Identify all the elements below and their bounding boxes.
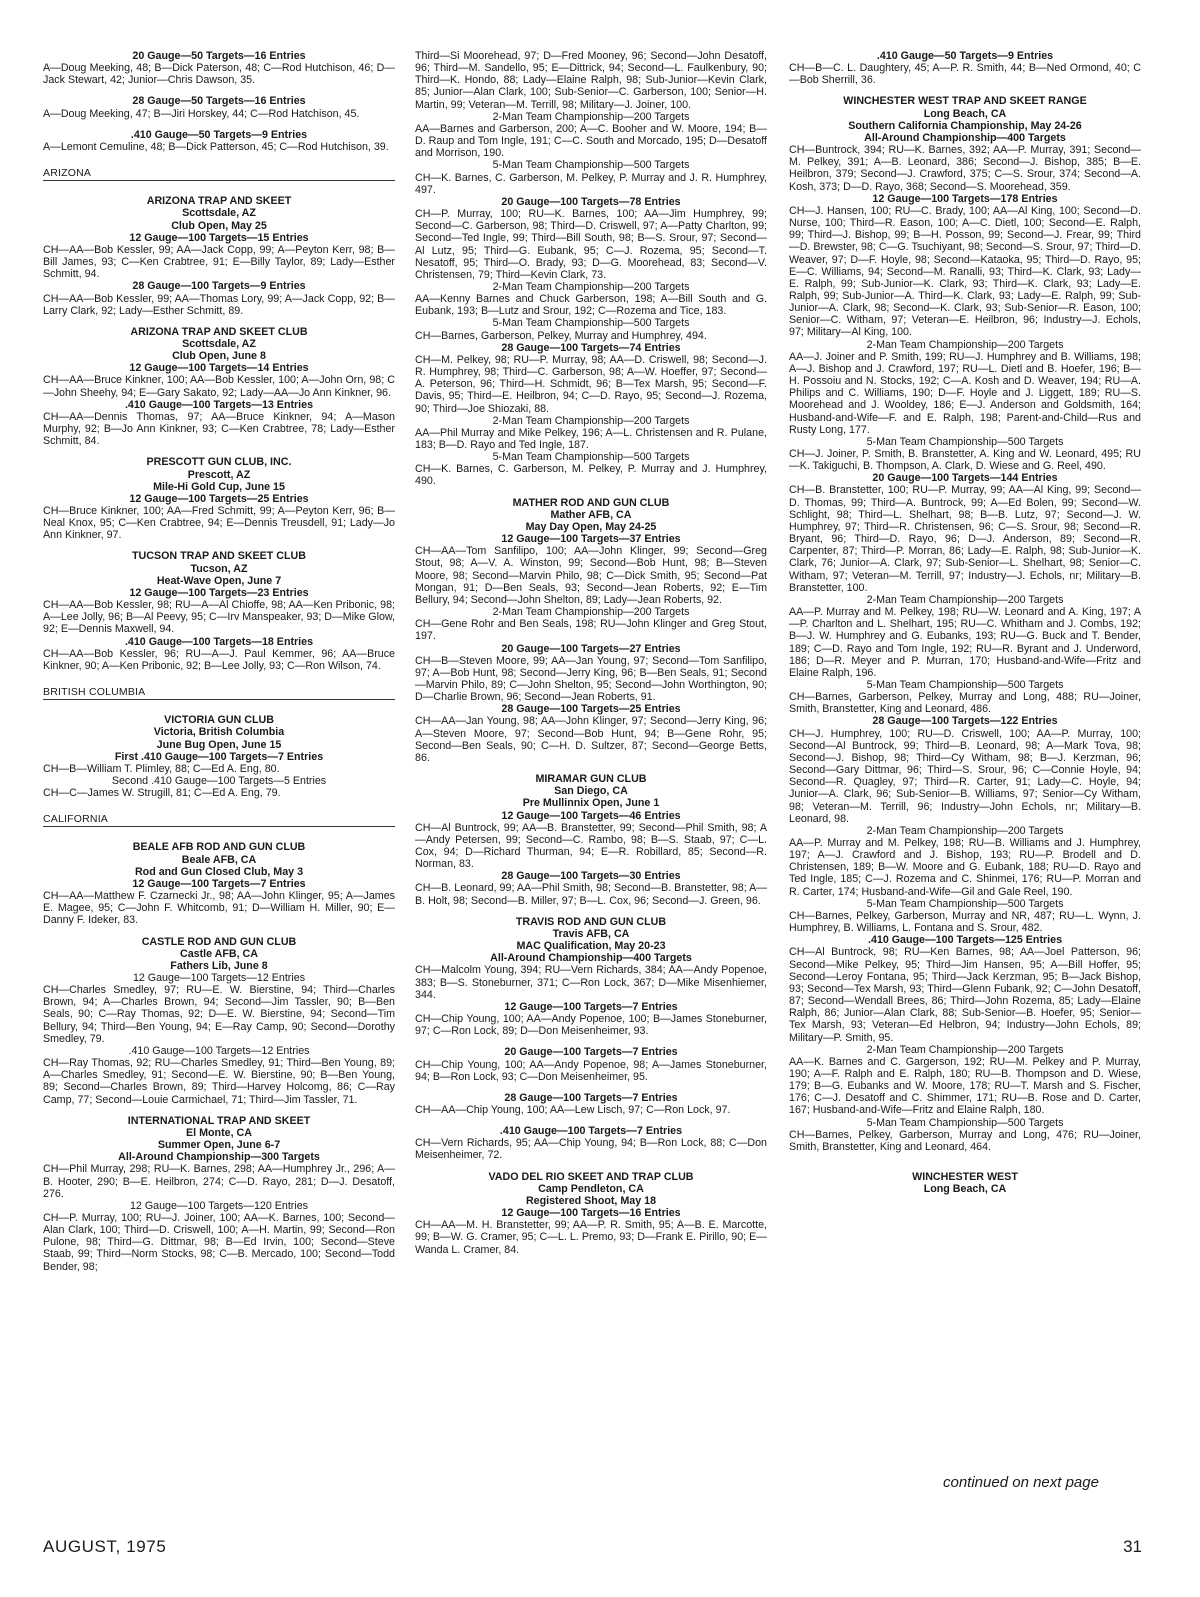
heading: PRESCOTT GUN CLUB, INC. <box>146 456 292 469</box>
subheading: 2-Man Team Championship—200 Targets <box>866 593 1064 606</box>
spacer <box>415 1083 767 1092</box>
results-paragraph: CH—J. Humphrey, 100; RU—D. Criswell, 100; AA—P. Murray, 100; Second—Al Buntrock, 99; Third—B. Leonard, 98; A—Mark Tova, 98; Second—J. Bishop, 98; Third—Cy Witham, 98; B—J. Kerzman, 96; Second—Gary Dittmar, 96; Third—S. Srour, 96; C—Connie Hoyle, 94; Second—R. Quagley, 97; Third—R. Carter, 91; Lady—C. Hoyle, 94; Junior—A. Clark, 96; Sub-Senior—B. Williams, 97; Senior—Cy Witham, 98; Veteran—M. Terrill, 96; Industry—John Echols, nr; Military—B. Leonard, 98. <box>789 727 1141 825</box>
subheading: 2-Man Team Championship—200 Targets <box>492 280 690 293</box>
spacer <box>43 447 395 456</box>
results-paragraph: CH—Gene Rohr and Ben Seals, 198; RU—John Klinger and Greg Stout, 197. <box>415 618 767 643</box>
heading: WINCHESTER WEST <box>912 1171 1018 1184</box>
heading: 28 Gauge—100 Targets—30 Entries <box>501 870 681 883</box>
heading: Long Beach, CA <box>923 1183 1007 1196</box>
heading: Prescott, AZ <box>187 468 251 481</box>
heading: ARIZONA TRAP AND SKEET CLUB <box>130 325 308 338</box>
continued-note: continued on next page <box>943 1474 1099 1491</box>
heading: All-Around Championship—400 Targets <box>864 131 1066 144</box>
subheading: 2-Man Team Championship—200 Targets <box>492 606 690 619</box>
issue-date: AUGUST, 1975 <box>43 1537 167 1556</box>
heading: .410 Gauge—100 Targets—125 Entries <box>867 934 1063 947</box>
heading: Tucson, AZ <box>190 562 248 575</box>
results-paragraph: CH—B. Leonard, 99; AA—Phil Smith, 98; Second—B. Branstetter, 98; A—B. Holt, 98; Second—B. Miller, 97; B—L. Cox, 96; Second—J. Green, 96. <box>415 882 767 907</box>
heading: INTERNATIONAL TRAP AND SKEET <box>127 1114 311 1127</box>
column-2 <box>415 50 767 1256</box>
heading: 20 Gauge—100 Targets—144 Entries <box>872 472 1058 485</box>
heading: Summer Open, June 6-7 <box>157 1139 281 1152</box>
heading: 20 Gauge—100 Targets—7 Entries <box>504 1046 678 1059</box>
heading: All-Around Championship—300 Targets <box>118 1151 320 1164</box>
subheading: Second .410 Gauge—100 Targets—5 Entries <box>111 774 327 787</box>
results-paragraph: CH—Vern Richards, 95; AA—Chip Young, 94; B—Ron Lock, 88; C—Don Meisenheimer, 72. <box>415 1137 767 1162</box>
results-paragraph: CH—Buntrock, 394; RU—K. Barnes, 392; AA—P. Murray, 391; Second—M. Pelkey, 391; A—B. Leonard, 386; Second—J. Bishop, 385; B—E. Heilbron, 379; Second—J. Crawford, 375; C—S. Srour, 374; Second—A. Kosh, 373; D—D. Rayo, 368; Second—S. Moorehead, 359. <box>789 144 1141 193</box>
heading: San Diego, CA <box>554 785 628 798</box>
heading: 12 Gauge—100 Targets—7 Entries <box>504 1000 678 1013</box>
results-paragraph: CH—B—C. L. Daughtery, 45; A—P. R. Smith, 44; B—Ned Ormond, 40; C—Bob Sherrill, 36. <box>789 62 1141 87</box>
section-header: ARIZONA <box>43 167 395 181</box>
spacer <box>415 907 767 916</box>
spacer <box>43 120 395 129</box>
results-paragraph: A—Doug Meeking, 48; B—Dick Paterson, 48; C—Rod Hutchison, 46; D—Jack Stewart, 42; Junior—Chris Dawson, 35. <box>43 62 395 87</box>
results-paragraph: CH—Bruce Kinkner, 100; AA—Fred Schmitt, 99; A—Peyton Kerr, 96; B—Neal Knox, 95; C—Ken Crabtree, 94; E—Dennis Treusdell, 91; Lady—Jo Ann Kinkner, 97. <box>43 505 395 542</box>
heading: 12 Gauge—100 Targets—37 Entries <box>501 533 681 546</box>
results-paragraph: Third—Si Moorehead, 97; D—Fred Mooney, 96; Second—John Desatoff, 96; Third—M. Sandello, 95; E—Dittrick, 94; Second—L. Faulkenbury, 90; Third—K. Hondo, 88; Lady—Elaine Ralph, 98; Sub-Junior—Kevin Clark, 85; Junior—Alan Clark, 100; Sub-Senior—C. Garberson, 100; Senior—H. Martin, 99; Veteran—M. Terrill, 98; Military—J. Joiner, 100. <box>415 50 767 111</box>
results-paragraph: AA—P. Murray and M. Pelkey, 198; RU—W. Leonard and A. King, 197; A—P. Charlton and L. Shelhart, 195; RU—C. Whitham and J. Combs, 192; B—J. W. Humphrey and G. Eubanks, 193; RU—G. Buck and T. Bender, 189; C—D. Rayo and Tom Ingle, 192; RU—R. Byrant and J. Underword, 186; D—R. Meyer and P. Murran, 170; Husband-and-Wife—Fritz and Elaine Ralph, 196. <box>789 606 1141 679</box>
spacer <box>789 86 1141 95</box>
heading: BEALE AFB ROD AND GUN CLUB <box>132 841 306 854</box>
heading: 20 Gauge—100 Targets—27 Entries <box>501 642 681 655</box>
results-paragraph: CH—Al Buntrock, 98; RU—Ken Barnes, 98; AA—Joel Patterson, 96; Second—Mike Pelkey, 95; Third—Jim Hansen, 95; A—Bill Hoffer, 95; Second—Leroy Fontana, 95; Third—Jack Kerzman, 95; B—Jack Bishop, 93; Second—Tex Marsh, 93; Third—Glenn Fubank, 92; C—John Desatoff, 87; Second—Wendall Brees, 86; Third—John Rozema, 85; Lady—Elaine Ralph, 86; Junior—Alan Clark, 88; Sub-Senior—B. Hoefer, 95; Senior—Tex Marsh, 93; Veteran—Ed Helbron, 94; Industry—John Echols, 89; Military—P. Smith, 95. <box>789 946 1141 1044</box>
subheading: 5-Man Team Championship—500 Targets <box>866 678 1064 691</box>
heading: 20 Gauge—100 Targets—78 Entries <box>501 195 681 208</box>
heading: MATHER ROD AND GUN CLUB <box>512 496 670 509</box>
spacer <box>415 1037 767 1046</box>
subheading: 5-Man Team Championship—500 Targets <box>492 317 690 330</box>
heading: CASTLE ROD AND GUN CLUB <box>141 935 297 948</box>
results-paragraph: CH—AA—Dennis Thomas, 97; AA—Bruce Kinkner, 94; A—Mason Murphy, 92; B—Jo Ann Kinkner, 93; C—Ken Crabtree, 78; Lady—Esther Schmitt, 84. <box>43 410 395 448</box>
heading: .410 Gauge—100 Targets—7 Entries <box>499 1125 683 1138</box>
results-paragraph: AA—P. Murray and M. Pelkey, 198; RU—B. Williams and J. Humphrey, 197; A—J. Crawford and J. Bishop, 193; RU—P. Brodell and D. Christensen, 189; B—W. Moore and G. Eubank, 188; RU—D. Rayo and Ted Ingle, 185; C—J. Rozema and C. Shinmei, 176; RU—P. Morran and R. Carter, 174; Husband-and-Wife—Gil and Gale Reel, 190. <box>789 837 1141 898</box>
results-paragraph: CH—Barnes, Pelkey, Garberson, Murray and Long, 476; RU—Joiner, Smith, Branstetter, King and Leonard, 464. <box>789 1128 1141 1153</box>
heading: First .410 Gauge—100 Targets—7 Entries <box>114 750 324 763</box>
heading: Victoria, British Columbia <box>153 726 285 739</box>
heading: May Day Open, May 24-25 <box>525 520 657 533</box>
results-paragraph: CH—Phil Murray, 298; RU—K. Barnes, 298; AA—Humphrey Jr., 296; A—B. Hooter, 290; B—E. Heilbron, 274; C—D. Rayo, 281; D—J. Desatoff, 276. <box>43 1163 395 1200</box>
results-paragraph: CH—Malcolm Young, 394; RU—Vern Richards, 384; AA—Andy Popenoe, 383; B—S. Stoneburner, 371; C—Ron Lock, 367; D—Mike Misenhiemer, 344. <box>415 964 767 1001</box>
results-paragraph: AA—Barnes and Garberson, 200; A—C. Booher and W. Moore, 194; B—D. Raup and Tom Ingle, 191; C—C. South and Morcado, 195; D—Desatoff and Morrison, 190. <box>415 122 767 160</box>
spacer <box>415 1162 767 1171</box>
heading: 28 Gauge—100 Targets—7 Entries <box>504 1091 678 1104</box>
heading: .410 Gauge—100 Targets—13 Entries <box>124 398 314 411</box>
heading: Travis AFB, CA <box>552 927 630 940</box>
spacer <box>789 1153 1141 1162</box>
results-paragraph: CH—Barnes, Garberson, Pelkey, Murray and Humphrey, 494. <box>415 329 707 342</box>
subheading: 12 Gauge—100 Targets—120 Entries <box>129 1199 309 1212</box>
results-paragraph: A—Doug Meeking, 47; B—Jiri Horskey, 44; C—Rod Hatchison, 45. <box>43 107 360 120</box>
heading: Rod and Gun Closed Club, May 3 <box>134 865 304 878</box>
results-paragraph: AA—Phil Murray and Mike Pelkey, 196; A—L. Christensen and R. Pulane, 183; B—D. Rayo and Ted Ingle, 187. <box>415 426 767 451</box>
results-paragraph: CH—Al Buntrock, 99; AA—B. Branstetter, 99; Second—Phil Smith, 98; A—Andy Petersen, 99; Second—C. Rambo, 98; B—S. Staab, 97; C—L. Cox, 94; D—Richard Thurman, 94; E—R. Robillard, 85; Second—R. Norman, 83. <box>415 821 767 871</box>
results-paragraph: CH—B—Steven Moore, 99; AA—Jan Young, 97; Second—Tom Sanfilipo, 97; A—Bob Hunt, 98; Second—Jerry King, 96; B—Ben Seals, 91; Second—Marvin Philo, 89; C—John Shelton, 95; Second—John Worthington, 90; D—Charlie Brown, 96; Second—Jean Roberts, 91. <box>415 654 767 704</box>
results-paragraph: CH—Chip Young, 100; AA—Andy Popenoe, 98; A—James Stoneburner, 94; B—Ron Lock, 93; C—Don Meisenheimer, 95. <box>415 1058 767 1083</box>
heading: 28 Gauge—100 Targets—74 Entries <box>501 341 681 354</box>
heading: Southern California Championship, May 24-26 <box>848 119 1082 132</box>
results-paragraph: CH—M. Pelkey, 98; RU—P. Murray, 98; AA—D. Criswell, 98; Second—J. R. Humphrey, 98; Third—C. Garberson, 98; A—W. Hoeffer, 97; Second—A. Peterson, 96; Third—H. Schmidt, 96; B—Tex Marsh, 95; Second—F. Davis, 95; Third—E. Heilbron, 94; C—D. Rayo, 95; Second—J. Rozema, 90; Third—Joe Shiozaki, 88. <box>415 353 767 415</box>
results-paragraph: CH—AA—M. H. Branstetter, 99; AA—P. R. Smith, 95; A—B. E. Marcotte, 99; B—W. G. Cramer, 95; C—L. L. Premo, 93; D—Frank E. Pirillo, 90; E—Wanda L. Cramer, 84. <box>415 1219 767 1256</box>
spacer <box>43 541 395 550</box>
results-paragraph: AA—Kenny Barnes and Chuck Garberson, 198; A—Bill South and G. Eubank, 193; B—Lutz and Srour, 192; C—Rozema and Tice, 183. <box>415 293 767 318</box>
spacer <box>415 764 767 773</box>
spacer <box>43 86 395 95</box>
results-paragraph: CH—Charles Smedley, 97; RU—E. W. Bierstine, 94; Third—Charles Brown, 94; A—Charles Brown, 94; Second—Jim Tassler, 90; B—Ben Seals, 90; C—Ray Thomas, 92; D—E. W. Bierstine, 94; Second—Tim Bellury, 94; Third—Ben Young, 94; E—Ray Camp, 90; Second—Dorothy Smedley, 79. <box>43 984 395 1045</box>
results-paragraph: CH—AA—Bruce Kinkner, 100; AA—Bob Kessler, 100; A—John Orn, 98; C—John Sheehy, 94; E—Gary Sakato, 92; Lady—AA—Jo Ann Kinkner, 96. <box>43 374 395 399</box>
results-paragraph: CH—Barnes, Pelkey, Garberson, Murray and NR, 487; RU—L. Wynn, J. Humphrey, B. Williams, L. Fontana and S. Srour, 482. <box>789 909 1141 935</box>
subheading: 2-Man Team Championship—200 Targets <box>492 110 690 123</box>
spacer <box>415 1116 767 1125</box>
results-paragraph: CH—Ray Thomas, 92; RU—Charles Smedley, 91; Third—Ben Young, 89; A—Charles Smedley, 91; Second—E. W. Bierstine, 90; B—Ben Young, 89; Second—Charles Brown, 89; Third—Harvey Holcomg, 86; C—Ray Camp, 77; Second—Louie Carmichael, 71; Third—Jim Tassler, 71. <box>43 1057 395 1106</box>
heading: MIRAMAR GUN CLUB <box>535 773 647 786</box>
heading: .410 Gauge—100 Targets—18 Entries <box>124 635 314 648</box>
subheading: 12 Gauge—100 Targets—12 Entries <box>132 972 306 984</box>
subheading: 5-Man Team Championship—500 Targets <box>866 435 1064 448</box>
heading: Long Beach, CA <box>923 107 1007 120</box>
heading: VICTORIA GUN CLUB <box>164 714 274 727</box>
heading: All-Around Championship—400 Targets <box>490 952 692 965</box>
page-number: 31 <box>1123 1537 1142 1556</box>
heading: 12 Gauge—100 Targets—15 Entries <box>129 231 309 244</box>
column-1 <box>43 50 395 1273</box>
heading: 28 Gauge—100 Targets—9 Entries <box>132 280 306 293</box>
results-paragraph: CH—P. Murray, 100; RU—K. Barnes, 100; AA—Jim Humphrey, 99; Second—C. Garberson, 98; Third—D. Criswell, 97; A—Patty Charlton, 99; Second—Ted Ingle, 99; Third—Bill South, 98; B—S. Srour, 97; Second—Al Lutz, 95; Third—G. Eubank, 95; C—J. Rozema, 95; Second—T. Nesatoff, 95; Third—O. Brady, 93; D—G. Moorehead, 83; Second—V. Christensen, 79; Third—Kevin Clark, 73. <box>415 208 767 281</box>
results-paragraph: CH—K. Barnes, C. Garberson, M. Pelkey, P. Murray and J. R. Humphrey, 497. <box>415 171 767 196</box>
heading: Registered Shoot, May 18 <box>525 1194 657 1207</box>
results-paragraph: CH—K. Barnes, C. Garberson, M. Pelkey, P. Murray and J. Humphrey, 490. <box>415 463 767 488</box>
results-paragraph: CH—C—James W. Strugill, 81; C—Ed A. Eng, 79. <box>43 787 281 800</box>
heading: .410 Gauge—50 Targets—9 Entries <box>130 128 308 141</box>
heading: Castle AFB, CA <box>180 947 258 960</box>
heading: Pre Mullinnix Open, June 1 <box>522 797 660 810</box>
heading: Scottsdale, AZ <box>182 207 256 220</box>
results-paragraph: CH—AA—Bob Kessler, 98; RU—A—Al Chioffe, 98; AA—Ken Pribonic, 98; A—Lee Jolly, 96; B—Al Peevy, 95; C—Irv Manspeaker, 93; D—Mike Glow, 92; E—Dennis Maxwell, 94. <box>43 599 395 636</box>
heading: VADO DEL RIO SKEET AND TRAP CLUB <box>488 1170 694 1183</box>
heading: 12 Gauge—100 Targets—14 Entries <box>129 362 309 375</box>
heading: Heat-Wave Open, June 7 <box>156 574 282 587</box>
heading: Club Open, May 25 <box>171 219 267 232</box>
heading: TUCSON TRAP AND SKEET CLUB <box>132 550 306 563</box>
heading: Scottsdale, AZ <box>182 337 256 350</box>
results-paragraph: A—Lemont Cemuline, 48; B—Dick Patterson, 45; C—Rod Hutchison, 39. <box>43 140 389 153</box>
heading: Fathers Lib, June 8 <box>170 959 268 972</box>
subheading: 5-Man Team Championship—500 Targets <box>492 451 690 464</box>
heading: Beale AFB, CA <box>181 853 257 866</box>
results-paragraph: CH—AA—Bob Kessler, 99; AA—Thomas Lory, 99; A—Jack Copp, 92; B—Larry Clark, 92; Lady—Esther Schmitt, 89. <box>43 292 395 317</box>
heading: 28 Gauge—50 Targets—16 Entries <box>132 95 306 108</box>
spacer <box>43 927 395 936</box>
heading: .410 Gauge—50 Targets—9 Entries <box>876 50 1054 62</box>
subheading: 5-Man Team Championship—500 Targets <box>866 897 1064 910</box>
subheading: 2-Man Team Championship—200 Targets <box>866 1043 1064 1056</box>
heading: 12 Gauge—100 Targets—16 Entries <box>501 1207 681 1220</box>
heading: 12 Gauge—100 Targets—25 Entries <box>129 492 309 505</box>
results-paragraph: CH—B. Branstetter, 100; RU—P. Murray, 99; AA—Al King, 99; Second—D. Thomas, 99; Third—A. Buntrock, 99; A—Ed Bolen, 99; Second—W. Schlight, 98; Third—L. Shelhart, 98; B—B. Lutz, 97; Second—J. W. Humphrey, 97; Third—R. Christensen, 96; C—S. Srour, 98; Second—R. Bryant, 96; Third—D. Rayo, 96; D—J. Anderson, 89; Second—R. Carpenter, 87; Third—P. Morran, 86; Lady—E. Ralph, 98; Sub-Junior—K. Clark, 76; Junior—A. Clark, 97; Sub-Senior—L. Shelhart, 98; Senior—C. Witham, 97; Veteran—M. Terrill, 97; Industry—J. Echols, nr; Military—B. Branstetter, 100. <box>789 484 1141 594</box>
subheading: 2-Man Team Championship—200 Targets <box>492 414 690 427</box>
heading: June Bug Open, June 15 <box>156 738 282 751</box>
results-paragraph: AA—J. Joiner and P. Smith, 199; RU—J. Humphrey and B. Williams, 198; A—J. Bishop and J. Crawford, 197; RU—L. Dietl and B. Hoefer, 196; B—H. Possoiu and N. Stocks, 192; C—A. Kosh and D. Weaver, 194; RU—A. Philips and C. Williams, 190; D—F. Hoyle and J. Liggett, 189; RU—S. Moorehead and J. Wooldey, 186; E—J. Anderson and Goldsmith, 164; Husband-and-Wife—F. and E. Ralph, 198; Parent-and-Child—Rus and Rusty Long, 177. <box>789 350 1141 436</box>
heading: WINCHESTER WEST TRAP AND SKEET RANGE <box>843 95 1087 108</box>
subheading: 2-Man Team Championship—200 Targets <box>866 824 1064 837</box>
spacer <box>415 488 767 497</box>
heading: Club Open, June 8 <box>172 350 266 363</box>
spacer <box>789 1162 1141 1171</box>
spacer <box>43 1106 395 1115</box>
heading: 20 Gauge—50 Targets—16 Entries <box>132 50 306 62</box>
heading: 12 Gauge—100 Targets—7 Entries <box>132 877 306 890</box>
heading: Camp Pendleton, CA <box>538 1182 644 1195</box>
heading: Mile-Hi Gold Cup, June 15 <box>153 480 285 493</box>
results-paragraph: CH—B—William T. Plimley, 88; C—Ed A. Eng, 80. <box>43 762 280 775</box>
subheading: 5-Man Team Championship—500 Targets <box>866 1116 1064 1129</box>
spacer <box>43 317 395 326</box>
results-paragraph: AA—K. Barnes and C. Gargerson, 192; RU—M. Pelkey and P. Murray, 190; A—F. Ralph and E. Ralph, 180; RU—B. Thompson and D. Wiese, 179; B—G. Eubanks and W. Moore, 178; RU—T. Marsh and S. Fischer, 176; C—J. Desatoff and C. Shimmer, 171; RU—B. Rose and D. Carter, 167; Husband-and-Wife—Fritz and Elaine Ralph, 180. <box>789 1055 1141 1117</box>
results-paragraph: CH—J. Joiner, P. Smith, B. Branstetter, A. King and W. Leonard, 495; RU—K. Takiguchi, B. Thompson, A. Clark, D. Wiese and G. Reel, 490. <box>789 448 1141 473</box>
section-header: BRITISH COLUMBIA <box>43 686 395 700</box>
heading: 12 Gauge—100 Targets—178 Entries <box>872 192 1058 205</box>
heading: ARIZONA TRAP AND SKEET <box>146 195 292 208</box>
results-paragraph: CH—Barnes, Garberson, Pelkey, Murray and Long, 488; RU—Joiner, Smith, Branstetter, King and Leonard, 486. <box>789 691 1141 716</box>
heading: El Monte, CA <box>186 1126 252 1139</box>
results-paragraph: CH—P. Murray, 100; RU—J. Joiner, 100; AA—K. Barnes, 100; Second—Alan Clark, 100; Third—D. Criswell, 100; A—H. Martin, 99; Second—Ron Pulone, 98; Third—G. Dittmar, 98; B—Ed Irvin, 100; Second—Steve Staab, 99; Third—Norm Stocks, 98; C—B. Mercado, 100; Second—Todd Bender, 98; <box>43 1211 395 1273</box>
results-paragraph: CH—AA—Bob Kessler, 96; RU—A—J. Paul Kemmer, 96; AA—Bruce Kinkner, 90; A—Ken Pribonic, 92; B—Lee Jolly, 93; C—Ron Wilson, 74. <box>43 647 395 672</box>
subheading: .410 Gauge—100 Targets—12 Entries <box>128 1044 310 1057</box>
heading: Mather AFB, CA <box>550 508 632 521</box>
results-paragraph: CH—AA—Jan Young, 98; AA—John Klinger, 97; Second—Jerry King, 96; A—Steven Moore, 97; Second—Bob Hunt, 94; B—Gene Rohr, 95; Second—Ben Seals, 90; C—H. D. Sultzer, 87; Second—George Betts, 86. <box>415 715 767 764</box>
subheading: 5-Man Team Championship—500 Targets <box>492 159 690 172</box>
heading: 28 Gauge—100 Targets—25 Entries <box>501 703 681 716</box>
results-paragraph: CH—J. Hansen, 100; RU—C. Brady, 100; AA—Al King, 100; Second—D. Nurse, 100; Third—R. Eason, 100; A—C. Dietl, 100; Second—E. Ralph, 99; Third—J. Bishop, 99; B—H. Posson, 99; Second—J. Frear, 99; Third—D. Brewster, 98; C—G. Tsuchiyant, 98; Second—S. Srour, 97; Third—D. Weaver, 97; D—F. Hoyle, 98; Second—Kataoka, 95; Third—D. Rayo, 95; E—C. Williams, 94; Second—M. Ranalli, 93; Third—K. Clark, 93; Lady—E. Ralph, 99; Sub-Junior—K. Clark, 93; Third—K. Clark, 93; Lady—E. Ralph, 99; Sub-Junior—A. Third—K. Clark, 93; Lady—E. Ralph, 99; Sub-Junior—A. Clark, 98; Second—K. Clark, 93; Sub-Senior—R. Eason, 100; Senior—C. Witham, 97; Veteran—E. Heilbron, 96; Industry—J. Echols, 97; Military—Al King, 100. <box>789 204 1141 339</box>
heading: TRAVIS ROD AND GUN CLUB <box>515 915 667 928</box>
heading: 12 Gauge—100 Targets—23 Entries <box>129 586 309 599</box>
subheading: 2-Man Team Championship—200 Targets <box>866 338 1064 351</box>
heading: 12 Gauge—100 Targets—46 Entries <box>501 809 681 822</box>
section-header: CALIFORNIA <box>43 813 395 827</box>
column-3 <box>789 50 1141 1195</box>
heading: 28 Gauge—100 Targets—122 Entries <box>872 715 1058 728</box>
heading: MAC Qualification, May 20-23 <box>516 940 666 953</box>
results-paragraph: CH—AA—Bob Kessler, 99; AA—Jack Copp, 99; A—Peyton Kerr, 98; B—Bill James, 93; C—Ken Crabtree, 91; E—Billy Taylor, 89; Lady—Esther Schmitt, 94. <box>43 243 395 281</box>
results-paragraph: CH—Chip Young, 100; AA—Andy Popenoe, 100; B—James Stoneburner, 97; C—Ron Lock, 89; D—Don Meisenheimer, 93. <box>415 1013 767 1038</box>
results-paragraph: CH—AA—Tom Sanfilipo, 100; AA—John Klinger, 99; Second—Greg Stout, 98; A—V. A. Winston, 99; Second—Bob Hunt, 98; B—Steven Moore, 98; Second—Marvin Philo, 98; C—Dick Smith, 95; Second—Pat Mongan, 91; D—Ben Seals, 93; Second—Jean Roberts, 92; E—Tim Bellury, 94; Second—John Shelton, 89; Lady—Jean Roberts, 92. <box>415 545 767 606</box>
results-paragraph: CH—AA—Chip Young, 100; AA—Lew Lisch, 97; C—Ron Lock, 97. <box>415 1103 731 1116</box>
results-paragraph: CH—AA—Matthew F. Czarnecki Jr., 98; AA—John Klinger, 95; A—James E. Magee, 95; C—John F. Whitcomb, 91; D—William H. Miller, 90; E—Danny F. Ideker, 83. <box>43 890 395 927</box>
